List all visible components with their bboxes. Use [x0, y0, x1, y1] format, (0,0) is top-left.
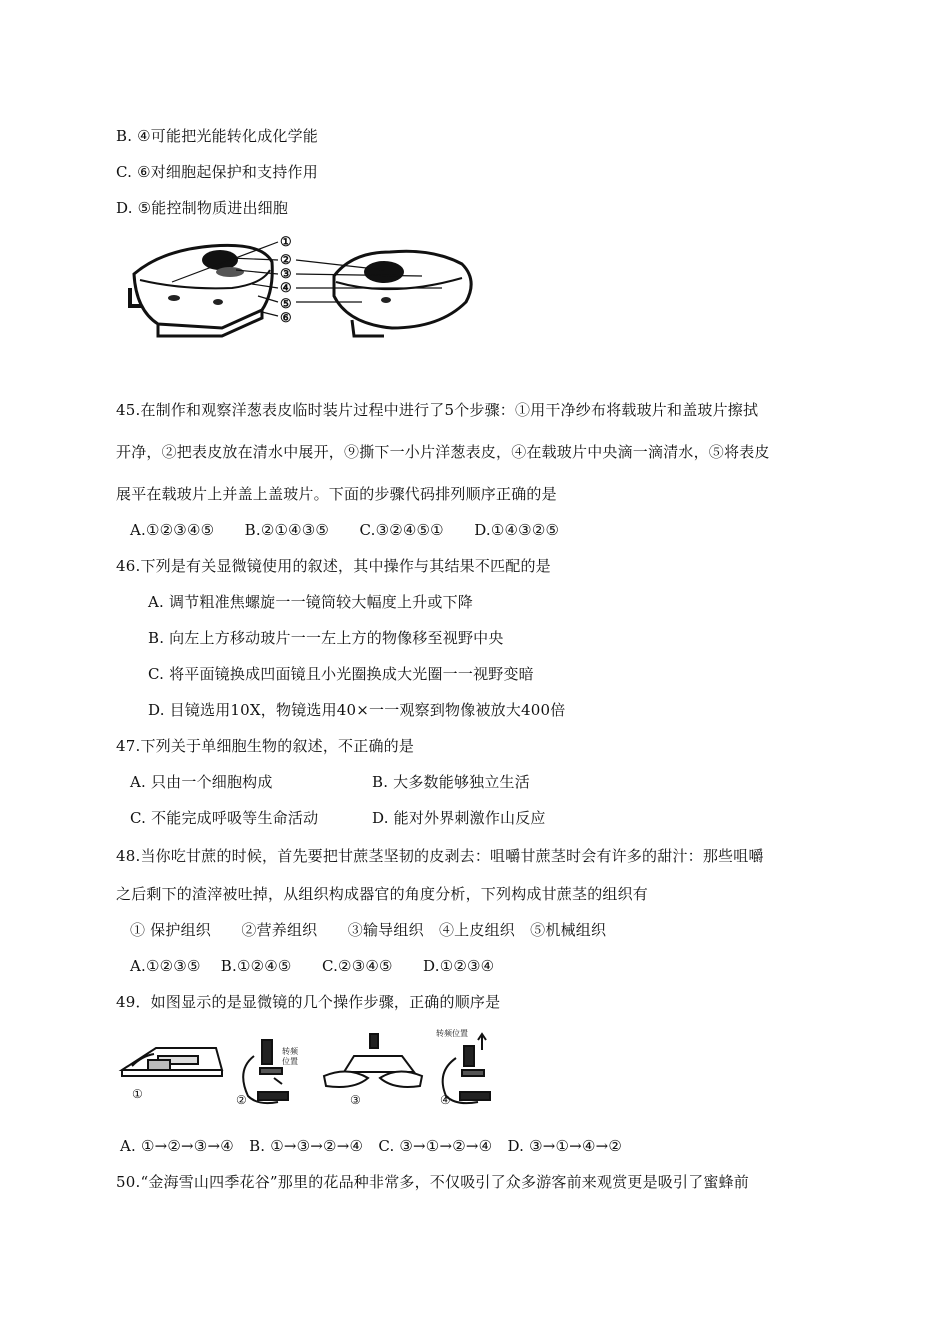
cell-label-4: ④	[280, 281, 292, 296]
step-label-2: ②	[236, 1093, 247, 1107]
svg-text:转频位置: 转频位置	[282, 1047, 298, 1066]
svg-text:转频位置: 转频位置	[436, 1029, 468, 1038]
q46-option-a: A. 调节粗准焦螺旋一一镜筒较大幅度上升或下降	[148, 593, 473, 611]
cell-label-1: ①	[280, 235, 292, 250]
step-label-1: ①	[132, 1087, 143, 1101]
q46-option-c: C. 将平面镜换成凹面镜且小光圈换成大光圈一一视野变暗	[148, 665, 534, 683]
q46-stem: 46.下列是有关显微镜使用的叙述，其中操作与其结果不匹配的是	[116, 557, 551, 575]
q44-option-c: C. ⑥对细胞起保护和支持作用	[116, 163, 318, 181]
q44-option-b: B. ④可能把光能转化成化学能	[116, 127, 319, 145]
cell-label-5: ⑤	[280, 297, 292, 312]
q46-option-b: B. 向左上方移动玻片一一左上方的物像移至视野中央	[148, 629, 504, 647]
step-label-4: ④	[440, 1093, 451, 1107]
cell-label-6: ⑥	[280, 311, 292, 326]
cell-structure-figure	[122, 232, 482, 344]
q45-stem-line1: 45.在制作和观察洋葱表皮临时装片过程中进行了5个步骤：①用干净纱布将载玻片和盖玻片擦拭	[116, 401, 759, 419]
q47-option-c: C. 不能完成呼吸等生命活动	[130, 809, 319, 827]
q47-option-d: D. 能对外界刺激作山反应	[372, 809, 546, 827]
q48-stem-line2: 之后剩下的渣滓被吐掉，从组织构成器官的角度分析，下列构成甘蔗茎的组织有	[116, 885, 649, 903]
cell-label-2: ②	[280, 253, 292, 268]
step-label-3: ③	[350, 1093, 361, 1107]
q49-options: A. ①→②→③→④ B. ①→③→②→④ C. ③→①→②→④ D. ③→①→④→②	[120, 1137, 623, 1155]
q49-stem: 49．如图显示的是显微镜的几个操作步骤，正确的顺序是	[116, 993, 501, 1011]
q45-stem-line2: 开净，②把表皮放在清水中展开，⑨撕下一小片洋葱表皮，④在载玻片中央滴一滴清水，⑤将表皮	[116, 443, 770, 461]
q48-stem-line1: 48.当你吃甘蔗的时候，首先要把甘蔗茎坚韧的皮剥去：咀嚼甘蔗茎时会有许多的甜汁：那些咀嚼	[116, 847, 764, 865]
q45-stem-line3: 展平在载玻片上并盖上盖玻片。下面的步骤代码排列顺序正确的是	[116, 485, 557, 503]
q48-tissue-list: ① 保护组织 ②营养组织 ③输导组织 ④上皮组织 ⑤机械组织	[130, 921, 607, 939]
q47-stem: 47.下列关于单细胞生物的叙述，不正确的是	[116, 737, 415, 755]
cell-label-3: ③	[280, 267, 292, 282]
step-3-hands-image	[324, 1034, 422, 1087]
microscope-steps-figure	[118, 1026, 498, 1130]
q46-option-d: D. 目镜选用10X，物镜选用40×一一观察到物像被放大400倍	[148, 701, 566, 719]
q47-option-b: B. 大多数能够独立生活	[372, 773, 530, 791]
q45-options: A.①②③④⑤ B.②①④③⑤ C.③②④⑤① D.①④③②⑤	[130, 521, 560, 539]
step-1-slide-image	[122, 1048, 222, 1076]
q47-option-a: A. 只由一个细胞构成	[130, 773, 273, 791]
q44-option-d: D. ⑤能控制物质进出细胞	[116, 199, 289, 217]
q48-options: A.①②③⑤ B.①②④⑤ C.②③④⑤ D.①②③④	[130, 957, 495, 975]
q50-stem-line1: 50.“金海雪山四季花谷”那里的花品种非常多，不仅吸引了众多游客前来观赏更是吸引了蜜蜂前	[116, 1173, 749, 1191]
